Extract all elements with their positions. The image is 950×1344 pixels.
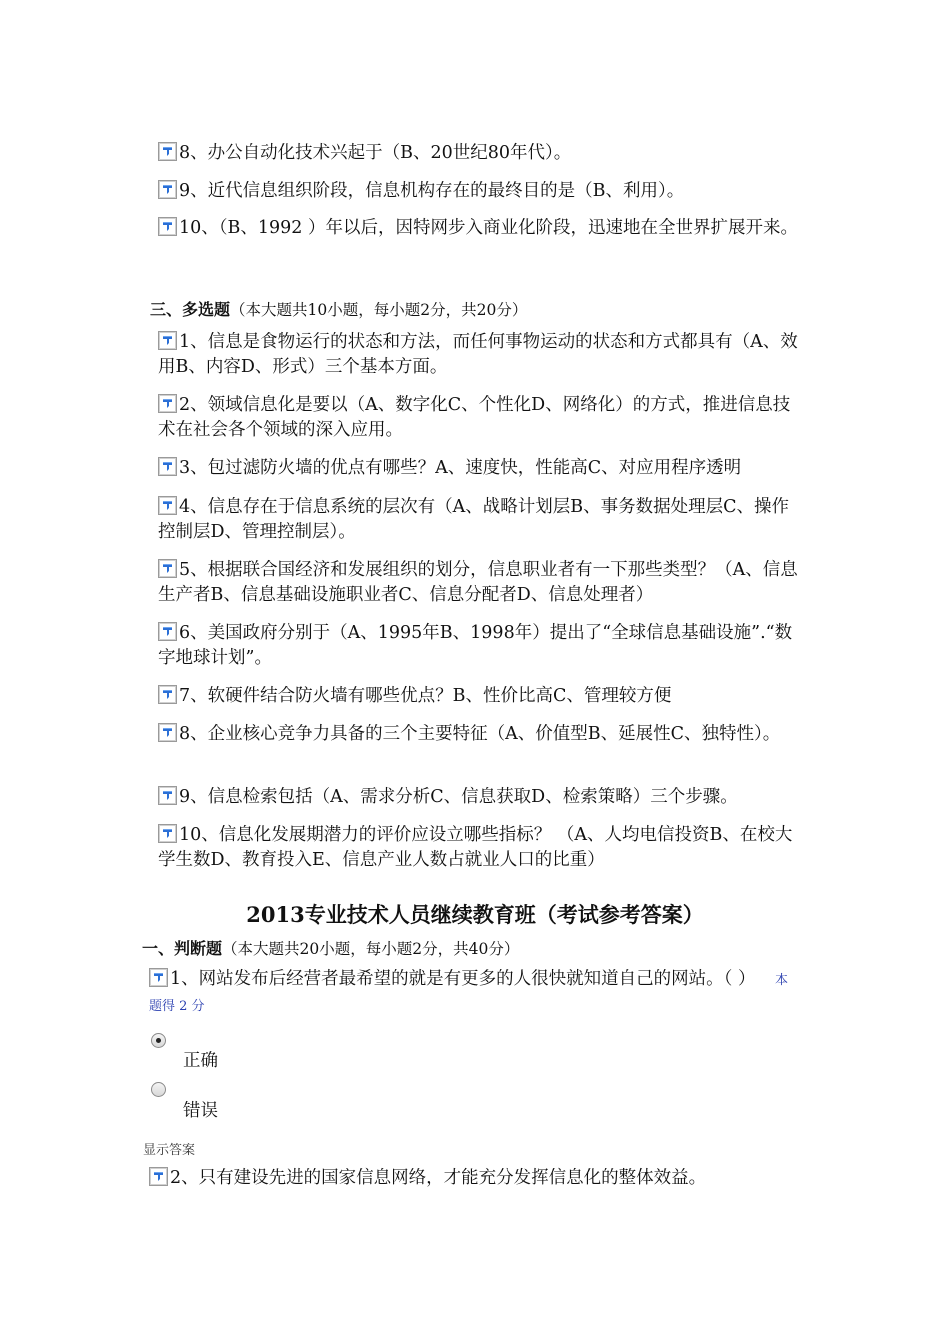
question-text: 9、信息检索包括（A、需求分析C、信息获取D、检索策略）三个步骤。 — [179, 787, 738, 807]
question-text: 7、软硬件结合防火墙有哪些优点？B、性价比高C、管理较方便 — [179, 686, 672, 706]
show-answer-link[interactable]: 显示答案 — [143, 1143, 196, 1158]
question-text: 5、根据联合国经济和发展组织的划分，信息职业者有一下那些类型？（A、信息生产者B、信息基础设施职业者C、信息分配者D、信息处理者） — [158, 560, 798, 605]
question-flag-icon — [149, 1167, 168, 1186]
question-flag-icon — [158, 723, 177, 742]
question-flag-icon — [158, 142, 177, 161]
question-text: 1、信息是食物运行的状态和方法，而任何事物运动的状态和方式都具有（A、效用B、内容D、形式）三个基本方面。 — [158, 332, 798, 377]
question-flag-icon — [158, 457, 177, 476]
radio-option-correct[interactable] — [151, 1033, 166, 1048]
section-note: （本大题共20小题，每小题2分，共40分） — [222, 940, 520, 958]
page-title: 2013专业技术人员继续教育班（考试参考答案） — [246, 902, 704, 927]
question-flag-icon — [149, 968, 168, 987]
question-text: 9、近代信息组织阶段，信息机构存在的最终目的是（B、利用）。 — [179, 181, 685, 201]
question-text: 4、信息存在于信息系统的层次有（A、战略计划层B、事务数据处理层C、操作控制层D、管理控制层）。 — [158, 497, 790, 542]
question-item — [158, 330, 798, 380]
question-flag-icon — [158, 394, 177, 413]
question-flag-icon — [158, 559, 177, 578]
question-item — [158, 141, 798, 166]
question-flag-icon — [158, 331, 177, 350]
question-flag-icon — [158, 824, 177, 843]
question-text: 2、只有建设先进的国家信息网络，才能充分发挥信息化的整体效益。 — [170, 1168, 707, 1188]
question-flag-icon — [158, 496, 177, 515]
question-flag-icon — [158, 786, 177, 805]
question-flag-icon — [158, 685, 177, 704]
question-text: 8、企业核心竞争力具备的三个主要特征（A、价值型B、延展性C、独特性）。 — [179, 724, 781, 744]
question-text: 8、办公自动化技术兴起于（B、20世纪80年代）。 — [179, 143, 572, 163]
question-item — [149, 1166, 799, 1191]
question-item — [158, 393, 798, 443]
score-text: 本题得 2 分 — [149, 973, 789, 1014]
question-flag-icon — [158, 622, 177, 641]
question-item — [149, 967, 799, 1019]
section-title: 一、判断题 — [142, 939, 223, 958]
question-text: 1、网站发布后经营者最希望的就是有更多的人很快就知道自己的网站。（ ） — [170, 969, 756, 989]
radio-option-wrong[interactable] — [151, 1082, 166, 1097]
question-item — [158, 684, 798, 709]
section-header-true-false — [142, 938, 519, 960]
question-item — [158, 179, 798, 204]
question-item — [158, 823, 798, 873]
question-text: 10、信息化发展期潜力的评价应设立哪些指标？ （A、人均电信投资B、在校大学生数D、教育投入E、信息产业人数占就业人口的比重） — [158, 825, 793, 870]
question-item — [158, 785, 798, 810]
question-text: 6、美国政府分别于（A、1995年B、1998年）提出了“全球信息基础设施”.“数字地球计划”。 — [158, 623, 793, 668]
option-label: 正确 — [183, 1051, 218, 1071]
section-title: 三、多选题 — [150, 300, 231, 319]
question-flag-icon — [158, 217, 177, 236]
question-item — [158, 216, 798, 241]
question-item — [158, 558, 798, 608]
question-item — [158, 495, 798, 545]
question-item — [158, 722, 798, 747]
question-text: 2、领域信息化是要以（A、数字化C、个性化D、网络化）的方式，推进信息技术在社会各个领域的深入应用。 — [158, 395, 791, 440]
section-note: （本大题共10小题，每小题2分，共20分） — [230, 301, 528, 319]
question-flag-icon — [158, 180, 177, 199]
question-item — [158, 621, 798, 671]
radio-selected-dot — [156, 1038, 161, 1043]
question-item — [158, 456, 798, 481]
section-header-multiple-choice — [150, 299, 527, 321]
question-text: 10、（B、1992 ）年以后，因特网步入商业化阶段，迅速地在全世界扩展开来。 — [179, 218, 798, 238]
question-text: 3、包过滤防火墙的优点有哪些？A、速度快，性能高C、对应用程序透明 — [179, 458, 742, 478]
option-label: 错误 — [183, 1101, 218, 1121]
